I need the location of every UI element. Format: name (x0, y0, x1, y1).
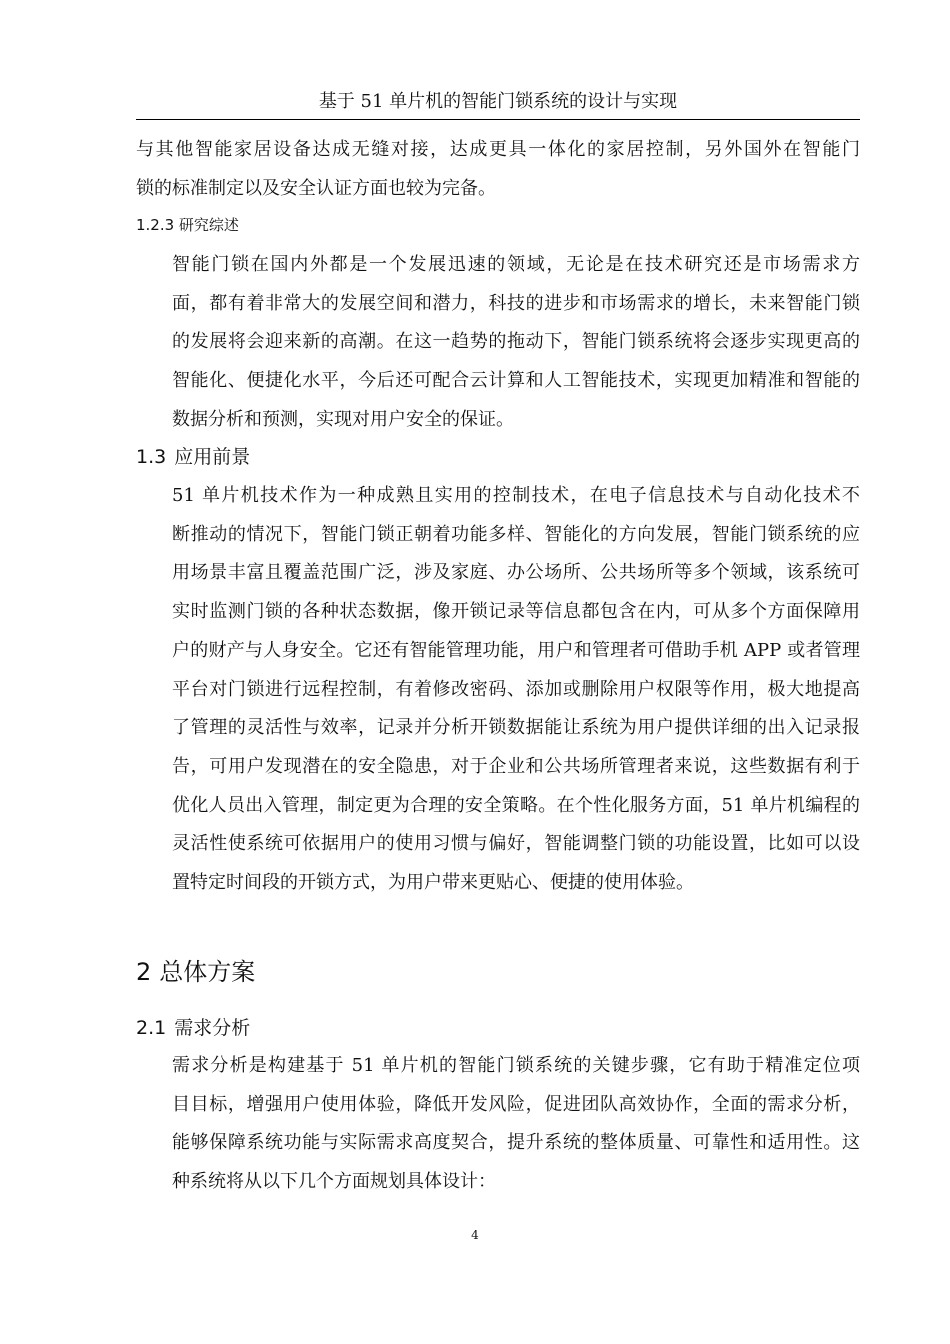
text-line: 告，可用户发现潜在的安全隐患，对于企业和公共场所管理者来说，这些数据有利于 (172, 755, 860, 777)
chapter-2-heading (136, 955, 255, 989)
text-line: 数据分析和预测，实现对用户安全的保证。 (172, 408, 514, 430)
heading-1-3 (136, 443, 250, 471)
text-line: 与其他智能家居设备达成无缝对接，达成更具一体化的家居控制，另外国外在智能门 (136, 139, 860, 160)
heading-1-2-3: 1.2.3 研究综述 (136, 216, 239, 234)
text-line: 智能化、便捷化水平，今后还可配合云计算和人工智能技术，实现更加精准和智能的 (172, 370, 860, 392)
text-line: 的发展将会迎来新的高潮。在这一趋势的拖动下，智能门锁系统将会逐步实现更高的 (172, 331, 860, 353)
chapter-number: 2 (136, 958, 152, 986)
text-line: 需求分析是构建基于 51 单片机的智能门锁系统的关键步骤，它有助于精准定位项 (172, 1055, 860, 1076)
chapter-title: 总体方案 (159, 958, 256, 986)
section-number: 1.3 (136, 446, 167, 468)
page-number: 4 (471, 1228, 479, 1242)
text-line: 了管理的灵活性与效率，记录并分析开锁数据能让系统为用户提供详细的出入记录报 (172, 717, 860, 739)
text-line: 锁的标准制定以及安全认证方面也较为完备。 (136, 177, 496, 199)
text-line: 智能门锁在国内外都是一个发展迅速的领域，无论是在技术研究还是市场需求方 (172, 254, 860, 275)
text-line: 目目标，增强用户使用体验，降低开发风险，促进团队高效协作，全面的需求分析， (172, 1093, 860, 1115)
text-line: 平台对门锁进行远程控制，有着修改密码、添加或删除用户权限等作用，极大地提高 (172, 678, 860, 700)
text-line: 断推动的情况下，智能门锁正朝着功能多样、智能化的方向发展，智能门锁系统的应 (172, 523, 860, 545)
section-number: 2.1 (136, 1017, 167, 1039)
requirements-paragraph (136, 1047, 860, 1202)
text-line: 户的财产与人身安全。它还有智能管理功能，用户和管理者可借助手机 APP 或者管理 (172, 639, 860, 661)
text-line: 置特定时间段的开锁方式，为用户带来更贴心、便捷的使用体验。 (172, 872, 694, 894)
section-title: 应用前景 (174, 446, 251, 468)
text-line: 面，都有着非常大的发展空间和潜力，科技的进步和市场需求的增长，未来智能门锁 (172, 292, 860, 314)
text-line: 种系统将从以下几个方面规划具体设计： (172, 1171, 496, 1193)
section-title: 需求分析 (174, 1017, 251, 1039)
text-line: 灵活性使系统可依据用户的使用习惯与偏好，智能调整门锁的功能设置，比如可以设 (172, 833, 860, 855)
application-prospect-paragraph (136, 477, 860, 903)
intro-paragraph (136, 131, 860, 208)
text-line: 实时监测门锁的各种状态数据，像开锁记录等信息都包含在内，可从多个方面保障用 (172, 601, 860, 623)
heading-2-1 (136, 1014, 250, 1042)
running-header: 基于 51 单片机的智能门锁系统的设计与实现 (318, 91, 678, 112)
header-rule (136, 119, 860, 120)
text-line: 用场景丰富且覆盖范围广泛，涉及家庭、办公场所、公共场所等多个领域，该系统可 (172, 562, 860, 584)
research-summary-paragraph (136, 246, 860, 440)
text-line: 能够保障系统功能与实际需求高度契合，提升系统的整体质量、可靠性和适用性。这 (172, 1132, 860, 1154)
text-line: 51 单片机技术作为一种成熟且实用的控制技术，在电子信息技术与自动化技术不 (172, 485, 860, 506)
text-line: 优化人员出入管理，制定更为合理的安全策略。在个性化服务方面，51 单片机编程的 (172, 794, 860, 816)
